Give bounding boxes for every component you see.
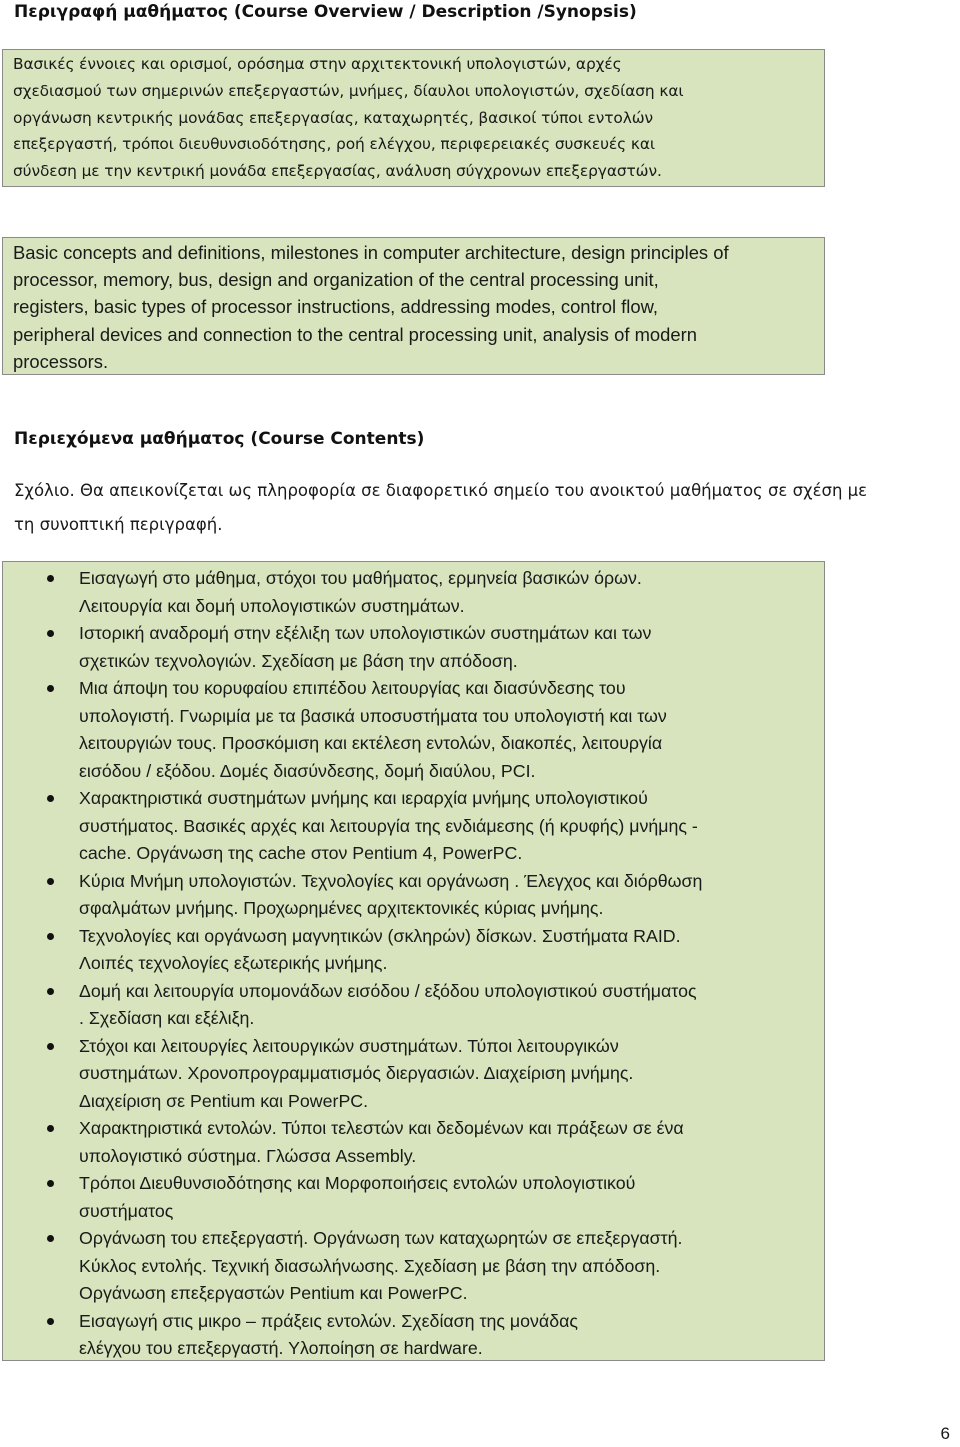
topic-line: υπολογιστικό σύστημα. Γλώσσα Assembly. xyxy=(79,1145,417,1166)
bullet-icon xyxy=(47,1043,54,1050)
topic-item xyxy=(3,1115,824,1170)
topic-line: Οργάνωση του επεξεργαστή. Οργάνωση των καταχωρητών σε επεξεργαστή. xyxy=(79,1228,683,1248)
topic-line: Διαχείριση σε Pentium και PowerPC. xyxy=(79,1090,369,1111)
topic-line: συστήματος xyxy=(79,1200,174,1221)
greek-description-box xyxy=(2,49,825,187)
topic-line: σχετικών τεχνολογιών. Σχεδίαση με βάση την απόδοση. xyxy=(79,650,518,671)
english-description-line: peripheral devices and connection to the central processing unit, analysis of modern xyxy=(13,323,697,345)
bullet-icon xyxy=(47,1318,54,1325)
topic-line: Τρόποι Διευθυνσιοδότησης και Μορφοποιήσεις εντολών υπολογιστικού xyxy=(79,1173,636,1193)
bullet-icon xyxy=(47,685,54,692)
topic-item xyxy=(3,868,824,923)
bullet-icon xyxy=(47,1180,54,1187)
contents-note-line: τη συνοπτική περιγραφή. xyxy=(14,515,223,534)
topic-line: Χαρακτηριστικά εντολών. Τύποι τελεστών και δεδομένων και πράξεων σε ένα xyxy=(79,1118,684,1138)
topic-item xyxy=(3,1033,824,1116)
english-description-line: Basic concepts and definitions, milestones in computer architecture, design principles of xyxy=(13,242,729,263)
course-topics-box xyxy=(2,561,825,1361)
topic-line: Δομή και λειτουργία υπομονάδων εισόδου / εξόδου υπολογιστικού συστήματος xyxy=(79,980,697,1001)
course-topics-list xyxy=(3,562,824,1363)
topic-item xyxy=(3,1225,824,1308)
topic-item xyxy=(3,675,824,785)
topic-line: . Σχεδίαση και εξέλιξη. xyxy=(79,1008,255,1028)
english-description-box xyxy=(2,237,825,375)
english-description-line: registers, basic types of processor instructions, addressing modes, control flow, xyxy=(13,296,658,318)
bullet-icon xyxy=(47,878,54,885)
greek-description-line: οργάνωση κεντρικής μονάδας επεξεργασίας, καταχωρητές, βασικοί τύποι εντολών xyxy=(13,108,653,127)
topic-item xyxy=(3,923,824,978)
topic-line: Χαρακτηριστικά συστημάτων μνήμης και ιεραρχία μνήμης υπολογιστικού xyxy=(79,788,648,808)
topic-line: λειτουργιών τους. Προσκόμιση και εκτέλεση εντολών, διακοπές, λειτουργία xyxy=(79,733,663,753)
greek-description xyxy=(3,50,824,185)
topic-line: συστήματος. Βασικές αρχές και λειτουργία της ενδιάμεσης (ή κρυφής) μνήμης - xyxy=(79,815,698,836)
greek-description-line: σχεδιασμού των σημερινών επεξεργαστών, μνήμες, δίαυλοι υπολογιστών, σχεδίαση και xyxy=(13,81,684,100)
bullet-icon xyxy=(47,795,54,802)
greek-description-line: Βασικές έννοιες και ορισμοί, ορόσημα στην αρχιτεκτονική υπολογιστών, αρχές xyxy=(13,55,622,73)
topic-line: Τεχνολογίες και οργάνωση μαγνητικών (σκληρών) δίσκων. Συστήματα RAID. xyxy=(79,925,681,946)
bullet-icon xyxy=(47,933,54,940)
topic-line: Κύκλος εντολής. Τεχνική διασωλήνωσης. Σχεδίαση με βάση την απόδοση. xyxy=(79,1255,661,1276)
contents-heading: Περιεχόμενα μαθήματος (Course Contents) xyxy=(14,429,425,449)
topic-line: συστημάτων. Χρονοπρογραμματισμός διεργασιών. Διαχείριση μνήμης. xyxy=(79,1063,634,1083)
topic-line: Ιστορική αναδρομή στην εξέλιξη των υπολογιστικών συστημάτων και των xyxy=(79,623,652,643)
topic-line: cache. Οργάνωση της cache στον Pentium 4, PowerPC. xyxy=(79,843,523,863)
topic-item xyxy=(3,785,824,868)
topic-line: ελέγχου του επεξεργαστή. Υλοποίηση σε hardware. xyxy=(79,1338,483,1358)
topic-line: σφαλμάτων μνήμης. Προχωρημένες αρχιτεκτονικές κύριας μνήμης. xyxy=(79,898,604,918)
bullet-icon xyxy=(47,988,54,995)
topic-item xyxy=(3,978,824,1033)
topic-line: Κύρια Μνήμη υπολογιστών. Τεχνολογίες και οργάνωση . Έλεγχος και διόρθωση xyxy=(79,870,703,891)
topic-line: εισόδου / εξόδου. Δομές διασύνδεσης, δομή διαύλου, PCI. xyxy=(79,760,536,781)
contents-note-line: Σχόλιο. Θα απεικονίζεται ως πληροφορία σε διαφορετικό σημείο του ανοικτού μαθήματος σε σχέση με xyxy=(14,481,868,500)
bullet-icon xyxy=(47,630,54,637)
bullet-icon xyxy=(47,575,54,582)
bullet-icon xyxy=(47,1125,54,1132)
overview-heading: Περιγραφή μαθήματος (Course Overview / Description /Synopsis) xyxy=(14,2,637,22)
greek-description-line: σύνδεση με την κεντρική μονάδα επεξεργασίας, ανάλυση σύγχρονων επεξεργαστών. xyxy=(13,162,662,181)
topic-line: Οργάνωση επεξεργαστών Pentium και PowerPC. xyxy=(79,1283,468,1303)
topic-line: Μια άποψη του κορυφαίου επιπέδου λειτουργίας και διασύνδεσης του xyxy=(79,678,626,698)
topic-line: Εισαγωγή στο μάθημα, στόχοι του μαθήματος, ερμηνεία βασικών όρων. xyxy=(79,568,642,588)
bullet-icon xyxy=(47,1235,54,1242)
topic-item xyxy=(3,1308,824,1363)
topic-item xyxy=(3,565,824,620)
english-description-line: processors. xyxy=(13,350,109,372)
topic-line: Εισαγωγή στις μικρο – πράξεις εντολών. Σχεδίαση της μονάδας xyxy=(79,1310,578,1331)
english-description-line: processor, memory, bus, design and organization of the central processing unit, xyxy=(13,269,659,291)
topic-line: υπολογιστή. Γνωριμία με τα βασικά υποσυστήματα του υπολογιστή και των xyxy=(79,705,667,726)
topic-line: Στόχοι και λειτουργίες λειτουργικών συστημάτων. Τύποι λειτουργικών xyxy=(79,1035,619,1056)
page-number: 6 xyxy=(940,1424,950,1443)
topic-item xyxy=(3,620,824,675)
topic-line: Λοιπές τεχνολογίες εξωτερικής μνήμης. xyxy=(79,953,388,973)
contents-note xyxy=(14,474,867,542)
english-description xyxy=(3,238,824,375)
topic-item xyxy=(3,1170,824,1225)
greek-description-line: επεξεργαστή, τρόποι διευθυνσιοδότησης, ροή ελέγχου, περιφερειακές συσκευές και xyxy=(13,135,655,154)
topic-line: Λειτουργία και δομή υπολογιστικών συστημάτων. xyxy=(79,595,465,616)
